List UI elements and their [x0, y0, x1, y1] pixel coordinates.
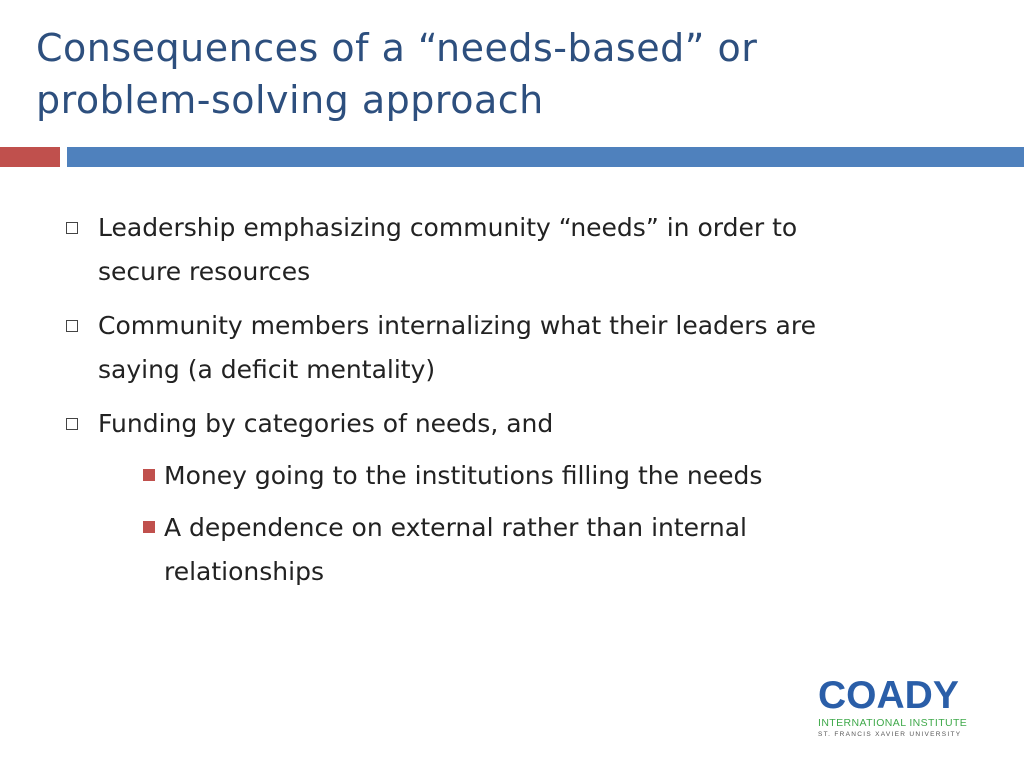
bullet-line: secure resources	[98, 257, 311, 286]
logo-university: ST. FRANCIS XAVIER UNIVERSITY	[818, 731, 962, 738]
logo-wordmark: COADY	[818, 674, 959, 717]
slide-title-line: problem-solving approach	[36, 78, 544, 122]
filled-square-icon	[143, 469, 155, 481]
bullet-item	[98, 402, 958, 446]
coady-logo	[818, 676, 970, 739]
filled-square-icon	[143, 521, 155, 533]
bullet-line: Funding by categories of needs, and	[98, 409, 554, 438]
hollow-square-icon	[66, 418, 78, 430]
accent-bar-red	[0, 147, 60, 167]
hollow-square-icon	[66, 320, 78, 332]
hollow-square-icon	[66, 222, 78, 234]
sub-bullet-line: Money going to the institutions filling the needs	[164, 461, 763, 490]
accent-bar-blue	[67, 147, 1024, 167]
slide-title	[36, 22, 936, 126]
logo-subtitle: INTERNATIONAL INSTITUTE	[818, 717, 968, 729]
sub-bullet-line: relationships	[164, 557, 324, 586]
bullet-line: Community members internalizing what their leaders are	[98, 311, 816, 340]
sub-bullet-line: A dependence on external rather than internal	[164, 513, 747, 542]
bullet-line: saying (a deficit mentality)	[98, 355, 436, 384]
bullet-line: Leadership emphasizing community “needs” in order to	[98, 213, 798, 242]
bullet-item	[98, 206, 958, 294]
sub-bullet-item	[164, 506, 964, 594]
sub-bullet-item	[164, 454, 964, 498]
bullet-item	[98, 304, 958, 392]
slide-title-line: Consequences of a “needs-based” or	[36, 26, 758, 70]
